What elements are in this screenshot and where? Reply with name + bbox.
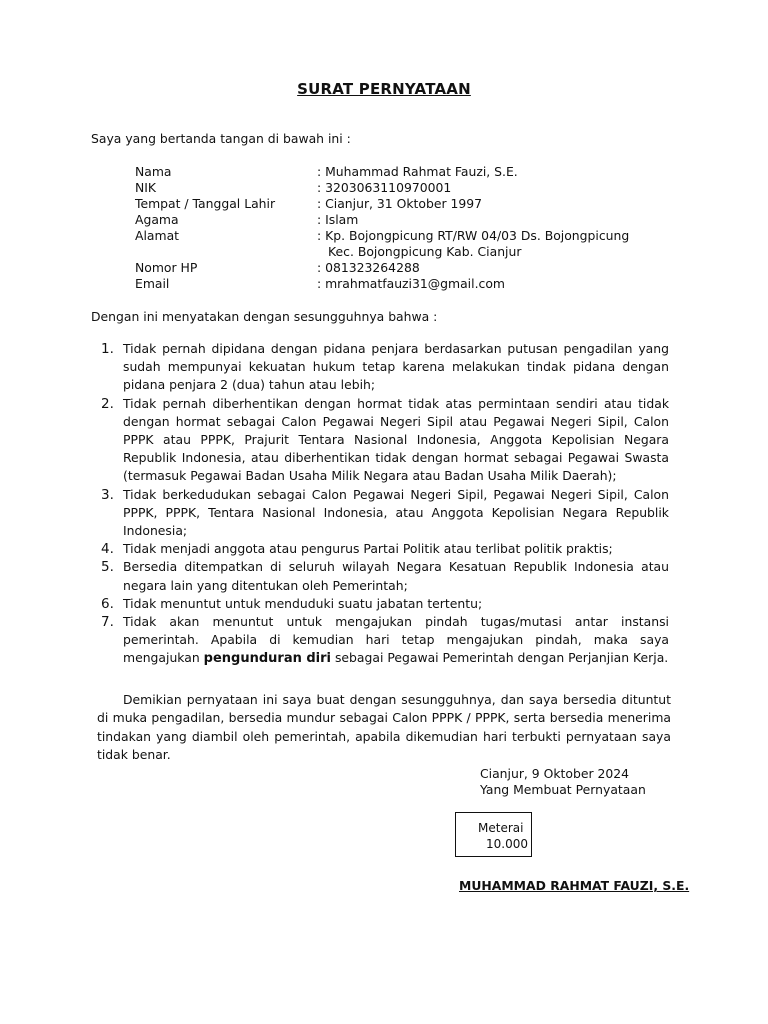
identity-value: : 3203063110970001 [317, 180, 452, 195]
place-date: Cianjur, 9 Oktober 2024 [480, 766, 630, 781]
statement-list [97, 340, 669, 669]
list-item [97, 558, 669, 594]
identity-value: : Muhammad Rahmat Fauzi, S.E. [317, 164, 518, 179]
identity-label: Alamat [135, 228, 180, 243]
list-text: Bersedia ditempatkan di seluruh wilayah Negara Kesatuan Republik Indonesia atau negara lain yang ditentukan oleh Pemerintah; [123, 559, 669, 593]
identity-row-phone [135, 260, 695, 276]
identity-row-nik [135, 180, 695, 196]
identity-label: Nama [135, 164, 172, 179]
list-item [97, 395, 669, 486]
list-number: 6. [101, 595, 114, 612]
list-number: 2. [101, 395, 114, 412]
identity-value: : 081323264288 [317, 260, 420, 275]
identity-value [317, 228, 695, 260]
identity-value: : Islam [317, 212, 359, 227]
list-number: 1. [101, 341, 114, 357]
address-line-1: : Kp. Bojongpicung RT/RW 04/03 Ds. Bojongpicung [317, 228, 630, 243]
identity-label: Agama [135, 212, 179, 227]
list-text-part: sebagai Pegawai Pemerintah dengan Perjanjian Kerja. [331, 650, 669, 666]
list-text-part: Tidak akan menuntut untuk mengajukan pindah tugas/mutasi antar instansi pemerintah. Apabila di kemudian hari tetap mengajukan pindah, maka saya mengajukan [123, 614, 669, 666]
identity-row-name [135, 164, 695, 180]
list-number: 3. [101, 486, 114, 503]
signer-name: MUHAMMAD RAHMAT FAUZI, S.E. [459, 878, 690, 893]
list-number: 4. [101, 541, 114, 558]
list-item [97, 340, 669, 395]
statement-text: Dengan ini menyatakan dengan sesungguhnya bahwa : [91, 309, 438, 324]
list-item [97, 540, 669, 558]
identity-value: : Cianjur, 31 Oktober 1997 [317, 196, 483, 211]
identity-row-birth [135, 196, 695, 212]
list-item [97, 486, 669, 541]
list-text: Tidak pernah diberhentikan dengan hormat tidak atas permintaan sendiri atau tidak dengan hormat sebagai Calon Pegawai Negeri Sipil atau Pegawai Negeri Sipil, Calon PPPK atau PPPK, Prajurit Tentara Nasional Indonesia, Anggota Kepolisian Negara Republik Indonesia, atau diberhentikan tidak dengan hormat sebagai Pegawai Swasta (termasuk Pegawai Badan Usaha Milik Negara atau Badan Usaha Milik Daerah); [123, 395, 669, 484]
emphasis-text: pengunduran diri [203, 651, 332, 667]
stamp-value: 10.000 [486, 837, 528, 851]
identity-table [135, 164, 695, 292]
list-item [97, 595, 669, 613]
intro-text: Saya yang bertanda tangan di bawah ini : [91, 131, 351, 146]
identity-row-religion [135, 212, 695, 228]
list-number: 5. [101, 559, 114, 576]
stamp-box [455, 812, 532, 857]
document-title: SURAT PERNYATAAN [297, 80, 471, 98]
list-number: 7. [101, 614, 114, 631]
list-text: Tidak pernah dipidana dengan pidana penjara berdasarkan putusan pengadilan yang sudah mempunyai kekuatan hukum tetap karena melakukan tindak pidana dengan pidana penjara 2 (dua) tahun atau lebih; [123, 341, 669, 393]
identity-label: Tempat / Tanggal Lahir [135, 196, 276, 211]
identity-label: Email [135, 276, 170, 291]
identity-value: : mrahmatfauzi31@gmail.com [317, 276, 505, 291]
identity-label: Nomor HP [135, 260, 198, 275]
list-item [97, 613, 669, 669]
closing-paragraph: Demikian pernyataan ini saya buat dengan sesungguhnya, dan saya bersedia dituntut di muka pengadilan, bersedia mundur sebagai Calon PPPK / PPPK, serta bersedia menerima tindakan yang diambil oleh pemerintah, apabila dikemudian hari terbukti pernyataan saya tidak benar. [97, 692, 671, 763]
list-text [123, 613, 669, 669]
identity-label: NIK [135, 180, 157, 195]
identity-row-address [135, 228, 695, 260]
address-line-2: Kec. Bojongpicung Kab. Cianjur [328, 244, 522, 259]
list-text: Tidak menjadi anggota atau pengurus Partai Politik atau terlibat politik praktis; [123, 541, 613, 557]
list-text: Tidak berkedudukan sebagai Calon Pegawai Negeri Sipil, Pegawai Negeri Sipil, Calon PPPK, PPPK, Tentara Nasional Indonesia, atau Anggota Kepolisian Negara Republik Indonesia; [123, 486, 669, 539]
identity-row-email [135, 276, 695, 292]
stamp-label: Meterai [478, 821, 524, 835]
maker-label: Yang Membuat Pernyataan [480, 782, 646, 797]
list-text: Tidak menuntut untuk menduduki suatu jabatan tertentu; [123, 595, 483, 611]
